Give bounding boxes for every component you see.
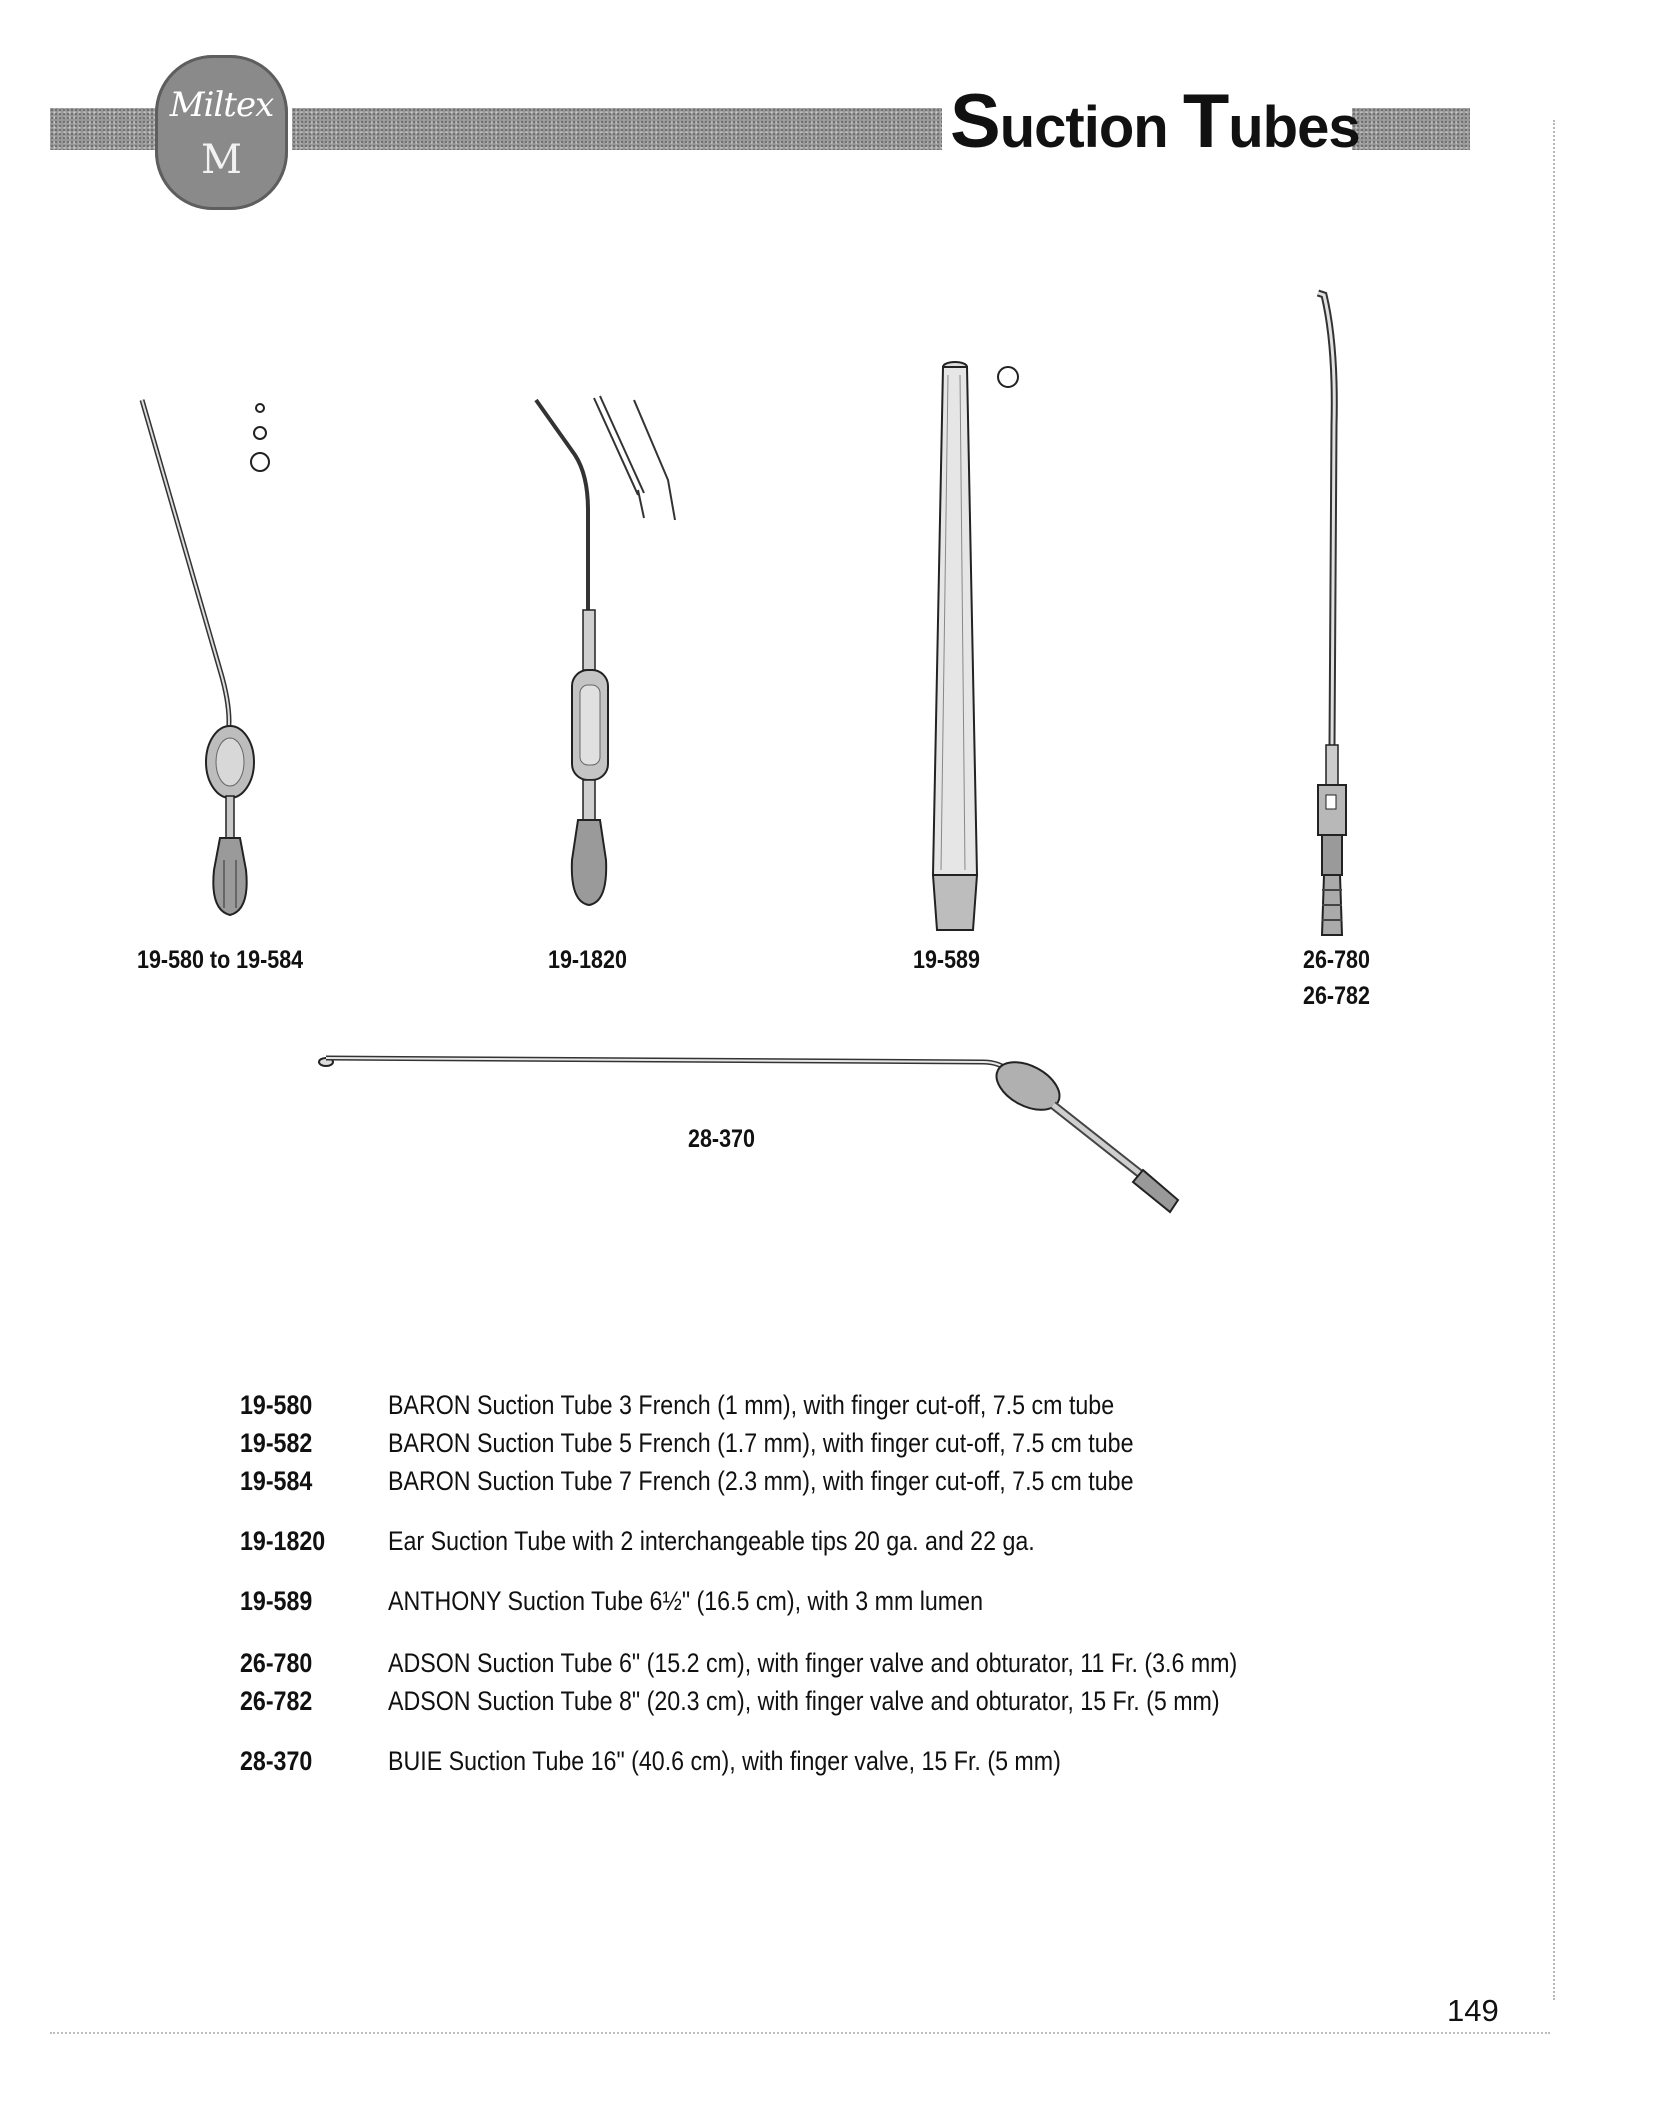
figure-label: 19-589 <box>913 946 980 974</box>
miltex-logo <box>155 55 288 210</box>
catalog-description: ADSON Suction Tube 8" (20.3 cm), with finger valve and obturator, 15 Fr. (5 mm) <box>388 1686 1220 1716</box>
page-title: Suction Tubes <box>950 79 1360 164</box>
catalog-description: Ear Suction Tube with 2 interchangeable tips 20 ga. and 22 ga. <box>388 1526 1035 1556</box>
catalog-description: BARON Suction Tube 3 French (1 mm), with finger cut-off, 7.5 cm tube <box>388 1390 1115 1420</box>
catalog-code: 26-780 <box>240 1648 313 1678</box>
catalog-description: BARON Suction Tube 5 French (1.7 mm), with finger cut-off, 7.5 cm tube <box>388 1428 1134 1458</box>
catalog-code: 19-589 <box>240 1586 313 1616</box>
page-number: 149 <box>1447 1993 1499 2028</box>
catalog-code: 19-584 <box>240 1466 313 1496</box>
ear-suction-tube-illustration <box>520 390 720 950</box>
catalog-description: ADSON Suction Tube 6" (15.2 cm), with finger valve and obturator, 11 Fr. (3.6 mm) <box>388 1648 1238 1678</box>
adson-suction-tube-illustration <box>1290 285 1390 945</box>
catalog-code: 19-582 <box>240 1428 313 1458</box>
figure-label: 26-782 <box>1303 982 1370 1010</box>
logo-monogram: M <box>201 137 242 183</box>
header-band-right <box>1352 108 1470 150</box>
header-band-middle <box>292 108 942 150</box>
page-edge-bottom <box>50 2032 1550 2036</box>
catalog-code: 19-580 <box>240 1390 313 1420</box>
logo-script-text: Miltex <box>169 85 274 125</box>
header-band-left <box>50 108 160 150</box>
page-edge-right <box>1553 120 1557 2000</box>
catalog-code: 19-1820 <box>240 1526 326 1556</box>
baron-suction-tube-illustration <box>120 390 320 950</box>
catalog-description: BUIE Suction Tube 16" (40.6 cm), with finger valve, 15 Fr. (5 mm) <box>388 1746 1061 1776</box>
anthony-suction-tube-illustration <box>915 355 1055 945</box>
catalog-code: 26-782 <box>240 1686 313 1716</box>
figure-label: 26-780 <box>1303 946 1370 974</box>
figure-label: 19-1820 <box>548 946 627 974</box>
figure-label: 28-370 <box>688 1125 755 1153</box>
figure-label: 19-580 to 19-584 <box>137 946 304 974</box>
catalog-description: ANTHONY Suction Tube 6½" (16.5 cm), with 3 mm lumen <box>388 1586 983 1616</box>
buie-suction-tube-illustration <box>318 1040 1218 1240</box>
catalog-description: BARON Suction Tube 7 French (2.3 mm), with finger cut-off, 7.5 cm tube <box>388 1466 1134 1496</box>
catalog-code: 28-370 <box>240 1746 313 1776</box>
